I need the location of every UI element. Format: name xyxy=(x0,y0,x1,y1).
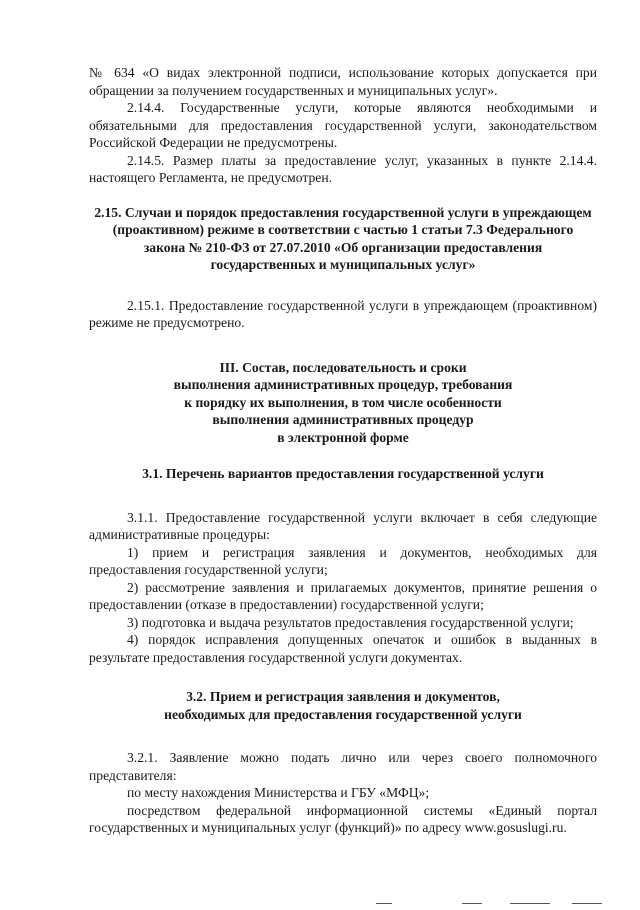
paragraph-2-14-4: 2.14.4. Государственные услуги, которые являются необходимыми и обязательными для предоставления государственной услуги, законодательством Российской Федерации не предусмотрены. xyxy=(89,100,597,150)
paragraph-mfc: по месту нахождения Министерства и ГБУ «МФЦ»; xyxy=(127,785,430,800)
heading-3-2 xyxy=(89,688,597,723)
document-body xyxy=(89,64,597,837)
list-item-1: 1) прием и регистрация заявления и документов, необходимых для предоставления государственной услуги; xyxy=(89,544,597,577)
heading-3-1: 3.1. Перечень вариантов предоставления государственной услуги xyxy=(142,466,544,481)
heading-3-2-line-2: необходимых для предоставления государственной услуги xyxy=(164,706,522,722)
paragraph-3-2-1: 3.2.1. Заявление можно подать лично или через своего полномочного представителя: xyxy=(89,750,597,783)
heading-3-2-line-1: 3.2. Прием и регистрация заявления и документов, xyxy=(186,689,500,704)
paragraph-gosuslugi: посредством федеральной информационной системы «Единый портал государственных и муниципальных услуг (функций)» по адресу www.gosuslugi.ru. xyxy=(89,802,597,835)
list-item-2: 2) рассмотрение заявления и прилагаемых документов, принятие решения о предоставлении (отказе в предоставлении) государственной услуги; xyxy=(89,579,597,612)
heading-section-III xyxy=(89,359,597,447)
list-item-3: 3) подготовка и выдача результатов предоставления государственной услуги; xyxy=(127,614,574,630)
page-edge-marks xyxy=(376,901,606,907)
heading-III-line-2: выполнения административных процедур, требования xyxy=(173,377,513,392)
heading-III-line-3: к порядку их выполнения, в том числе особенности xyxy=(184,394,502,410)
list-item-4: 4) порядок исправления допущенных опечаток и ошибок в выданных в результате предоставления государственной услуги документах. xyxy=(89,632,597,665)
heading-III-line-4: выполнения административных процедур xyxy=(212,412,474,427)
paragraph-law-634: № 634 «О видах электронной подписи, использование которых допускается при обращении за получением государственных и муниципальных услуг». xyxy=(89,65,597,98)
heading-III-line-5: в электронной форме xyxy=(277,429,409,445)
heading-2-15: 2.15. Случаи и порядок предоставления государственной услуги в упреждающем (проактивном) режиме в соответствии с частью 1 статьи 7.3 Федерального закона № 210-ФЗ от 27.07.2010 «Об организации предоставления государственных и муниципальных услуг» xyxy=(94,204,592,272)
paragraph-3-1-1: 3.1.1. Предоставление государственной услуги включает в себя следующие административные процедуры: xyxy=(89,509,597,542)
paragraph-2-15-1: 2.15.1. Предоставление государственной услуги в упреждающем (проактивном) режиме не предусмотрено. xyxy=(89,297,597,330)
paragraph-2-14-5: 2.14.5. Размер платы за предоставление услуг, указанных в пункте 2.14.4. настоящего Регламента, не предусмотрен. xyxy=(89,152,597,185)
heading-III-line-1: III. Состав, последовательность и сроки xyxy=(219,359,467,375)
